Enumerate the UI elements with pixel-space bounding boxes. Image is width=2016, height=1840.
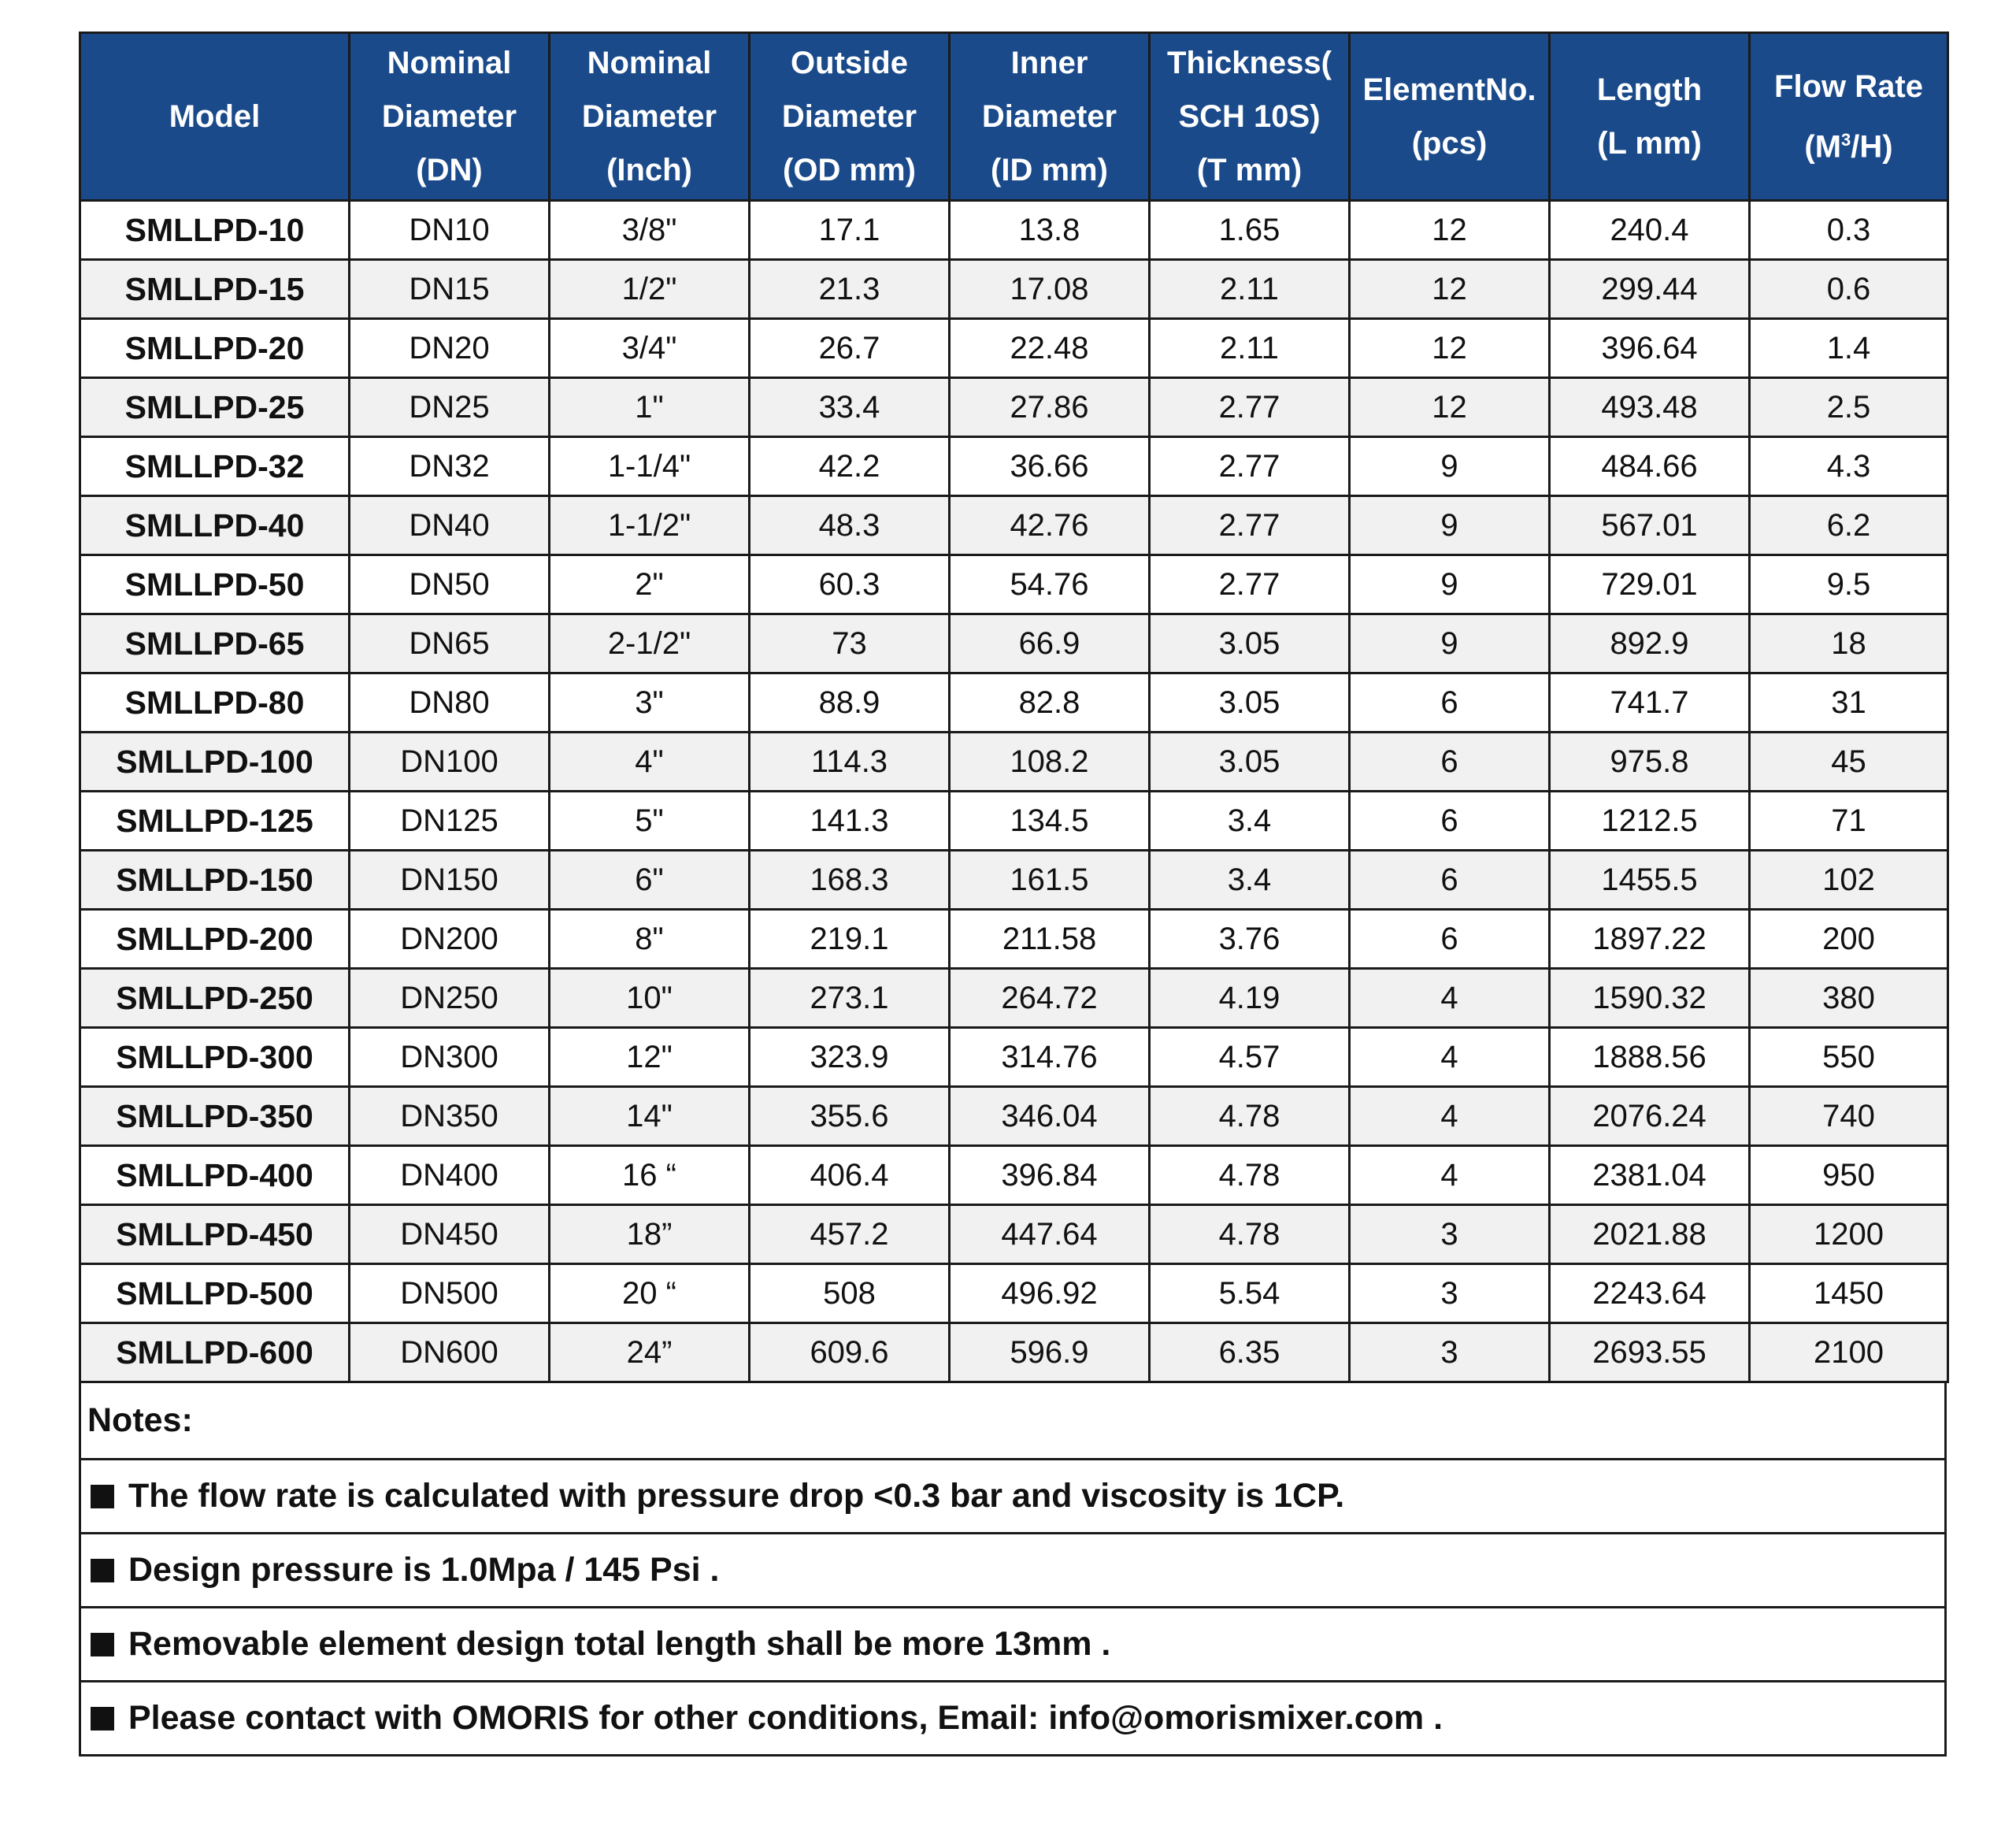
table-cell: 200 (1750, 910, 1948, 969)
table-cell: 346.04 (950, 1087, 1150, 1146)
bullet-square-icon (91, 1633, 114, 1656)
column-header-line: (Inch) (606, 153, 692, 187)
table-cell: 1450 (1750, 1264, 1948, 1323)
table-cell: 6 (1350, 733, 1550, 792)
table-cell: 567.01 (1550, 496, 1750, 555)
table-cell: 4" (550, 733, 750, 792)
table-cell: 0.3 (1750, 201, 1948, 260)
table-cell: DN600 (350, 1323, 550, 1382)
column-header-line: Thickness( (1167, 46, 1332, 80)
model-cell: SMLLPD-25 (80, 378, 350, 437)
model-cell: SMLLPD-40 (80, 496, 350, 555)
table-row (80, 1205, 1948, 1264)
column-header-line: (L mm) (1597, 126, 1702, 161)
table-cell: 741.7 (1550, 673, 1750, 733)
table-cell: 2.11 (1150, 260, 1350, 319)
table-cell: 4.19 (1150, 969, 1350, 1028)
table-cell: 12 (1350, 319, 1550, 378)
table-cell: 73 (750, 614, 950, 673)
notes-title-text: Notes: (87, 1401, 193, 1439)
bullet-square-icon (91, 1707, 114, 1731)
table-cell: 45 (1750, 733, 1948, 792)
table-row (80, 673, 1948, 733)
table-cell: 3.76 (1150, 910, 1350, 969)
table-cell: 3.05 (1150, 673, 1350, 733)
table-cell: 380 (1750, 969, 1948, 1028)
column-header (350, 33, 550, 201)
unit-prefix: (M (1804, 129, 1842, 165)
table-cell: DN32 (350, 437, 550, 496)
table-cell: 66.9 (950, 614, 1150, 673)
table-cell: 18” (550, 1205, 750, 1264)
table-cell: 219.1 (750, 910, 950, 969)
table-cell: DN400 (350, 1146, 550, 1205)
table-row (80, 260, 1948, 319)
table-row (80, 969, 1948, 1028)
table-cell: DN125 (350, 792, 550, 851)
table-row (80, 614, 1948, 673)
table-cell: 9 (1350, 496, 1550, 555)
note-item (81, 1682, 1944, 1757)
table-row (80, 910, 1948, 969)
table-cell: 3 (1350, 1205, 1550, 1264)
table-cell: 1455.5 (1550, 851, 1750, 910)
table-cell: 4.78 (1150, 1146, 1350, 1205)
table-cell: 550 (1750, 1028, 1948, 1087)
table-cell: 2.77 (1150, 496, 1350, 555)
column-header (1350, 33, 1550, 201)
column-header-line: Inner (1010, 46, 1088, 80)
bullet-square-icon (91, 1485, 114, 1508)
table-cell: 2.77 (1150, 437, 1350, 496)
model-cell: SMLLPD-150 (80, 851, 350, 910)
note-text: Please contact with OMORIS for other conditions, Email: info@omorismixer.com . (128, 1699, 1443, 1737)
table-cell: 1-1/4" (550, 437, 750, 496)
model-cell: SMLLPD-65 (80, 614, 350, 673)
table-cell: DN65 (350, 614, 550, 673)
table-cell: 5" (550, 792, 750, 851)
note-item (81, 1460, 1944, 1534)
table-cell: 9 (1350, 614, 1550, 673)
table-cell: 9 (1350, 555, 1550, 614)
column-header-line: (DN) (416, 153, 483, 187)
table-body (80, 201, 1948, 1382)
column-header (1150, 33, 1350, 201)
note-text: Removable element design total length shall be more 13mm . (128, 1625, 1111, 1663)
model-cell: SMLLPD-400 (80, 1146, 350, 1205)
table-cell: 2243.64 (1550, 1264, 1750, 1323)
model-cell: SMLLPD-10 (80, 201, 350, 260)
notes-section (79, 1383, 1947, 1757)
table-cell: 740 (1750, 1087, 1948, 1146)
model-cell: SMLLPD-125 (80, 792, 350, 851)
table-cell: 20 “ (550, 1264, 750, 1323)
column-header-line: Diameter (981, 99, 1117, 134)
table-cell: 71 (1750, 792, 1948, 851)
column-header-line: ElementNo. (1362, 72, 1536, 107)
column-header (950, 33, 1150, 201)
table-cell: 48.3 (750, 496, 950, 555)
table-cell: 36.66 (950, 437, 1150, 496)
spec-sheet (79, 32, 1947, 1757)
table-cell: 4.78 (1150, 1087, 1350, 1146)
table-cell: 12 (1350, 260, 1550, 319)
table-cell: 493.48 (1550, 378, 1750, 437)
model-cell: SMLLPD-500 (80, 1264, 350, 1323)
table-cell: 2" (550, 555, 750, 614)
model-cell: SMLLPD-32 (80, 437, 350, 496)
table-cell: DN450 (350, 1205, 550, 1264)
table-cell: 18 (1750, 614, 1948, 673)
table-cell: 1590.32 (1550, 969, 1750, 1028)
table-cell: 13.8 (950, 201, 1150, 260)
spec-table (79, 32, 1949, 1383)
table-header-row (80, 33, 1948, 201)
table-cell: 4.57 (1150, 1028, 1350, 1087)
model-cell: SMLLPD-250 (80, 969, 350, 1028)
table-cell: DN200 (350, 910, 550, 969)
table-row (80, 319, 1948, 378)
table-cell: 134.5 (950, 792, 1150, 851)
table-cell: 240.4 (1550, 201, 1750, 260)
column-header (1550, 33, 1750, 201)
table-cell: 2076.24 (1550, 1087, 1750, 1146)
table-row (80, 851, 1948, 910)
table-cell: 1.4 (1750, 319, 1948, 378)
column-header-line: Diameter (581, 99, 717, 134)
note-text: The flow rate is calculated with pressure drop <0.3 bar and viscosity is 1CP. (128, 1477, 1345, 1515)
note-text: Design pressure is 1.0Mpa / 145 Psi . (128, 1551, 720, 1589)
column-header-line: Diameter (781, 99, 917, 134)
table-cell: 33.4 (750, 378, 950, 437)
table-cell: 9.5 (1750, 555, 1948, 614)
table-cell: 2693.55 (1550, 1323, 1750, 1382)
table-cell: 42.76 (950, 496, 1150, 555)
table-cell: DN20 (350, 319, 550, 378)
column-header (550, 33, 750, 201)
notes-title (81, 1383, 1944, 1460)
table-cell: 60.3 (750, 555, 950, 614)
table-cell: 484.66 (1550, 437, 1750, 496)
table-cell: 496.92 (950, 1264, 1150, 1323)
column-header-line: Diameter (381, 99, 517, 134)
table-cell: 26.7 (750, 319, 950, 378)
table-row (80, 555, 1948, 614)
table-cell: 0.6 (1750, 260, 1948, 319)
table-cell: 892.9 (1550, 614, 1750, 673)
table-cell: 1212.5 (1550, 792, 1750, 851)
table-cell: 21.3 (750, 260, 950, 319)
bullet-square-icon (91, 1559, 114, 1582)
table-cell: 3.05 (1150, 614, 1350, 673)
table-cell: DN350 (350, 1087, 550, 1146)
table-cell: 596.9 (950, 1323, 1150, 1382)
table-cell: 10" (550, 969, 750, 1028)
table-cell: 950 (1750, 1146, 1948, 1205)
unit-superscript: 3 (1841, 129, 1851, 150)
column-header-line: Nominal (387, 46, 512, 80)
column-header (80, 33, 350, 201)
table-row (80, 1323, 1948, 1382)
table-cell: 2.11 (1150, 319, 1350, 378)
table-cell: 2100 (1750, 1323, 1948, 1382)
table-cell: 1200 (1750, 1205, 1948, 1264)
table-cell: 3 (1350, 1264, 1550, 1323)
table-cell: 3/8" (550, 201, 750, 260)
unit-suffix: /H) (1851, 129, 1893, 165)
table-cell: 16 “ (550, 1146, 750, 1205)
table-cell: 447.64 (950, 1205, 1150, 1264)
table-row (80, 1146, 1948, 1205)
table-cell: 9 (1350, 437, 1550, 496)
table-cell: 5.54 (1150, 1264, 1350, 1323)
column-header-unit (1751, 113, 1947, 173)
table-cell: 1888.56 (1550, 1028, 1750, 1087)
table-row (80, 437, 1948, 496)
table-row (80, 733, 1948, 792)
table-cell: DN10 (350, 201, 550, 260)
table-cell: 1897.22 (1550, 910, 1750, 969)
table-cell: 6 (1350, 910, 1550, 969)
table-cell: 12 (1350, 378, 1550, 437)
column-header-line: Nominal (587, 46, 712, 80)
table-cell: DN300 (350, 1028, 550, 1087)
table-cell: 168.3 (750, 851, 950, 910)
table-cell: DN15 (350, 260, 550, 319)
table-cell: DN25 (350, 378, 550, 437)
table-cell: 396.64 (1550, 319, 1750, 378)
table-row (80, 378, 1948, 437)
table-cell: 42.2 (750, 437, 950, 496)
table-cell: DN40 (350, 496, 550, 555)
table-cell: 22.48 (950, 319, 1150, 378)
table-cell: 1" (550, 378, 750, 437)
table-cell: 4 (1350, 1028, 1550, 1087)
table-cell: 1.65 (1150, 201, 1350, 260)
table-cell: 6 (1350, 673, 1550, 733)
table-cell: 3" (550, 673, 750, 733)
table-cell: 299.44 (1550, 260, 1750, 319)
table-cell: 609.6 (750, 1323, 950, 1382)
table-row (80, 1028, 1948, 1087)
table-cell: 396.84 (950, 1146, 1150, 1205)
table-cell: 17.08 (950, 260, 1150, 319)
table-cell: 975.8 (1550, 733, 1750, 792)
table-cell: 264.72 (950, 969, 1150, 1028)
table-row (80, 1087, 1948, 1146)
table-cell: 4 (1350, 1146, 1550, 1205)
column-header-line: Outside (791, 46, 908, 80)
table-cell: 4.3 (1750, 437, 1948, 496)
column-header (750, 33, 950, 201)
table-cell: 12" (550, 1028, 750, 1087)
model-cell: SMLLPD-600 (80, 1323, 350, 1382)
table-cell: 141.3 (750, 792, 950, 851)
column-header-line: (ID mm) (991, 153, 1108, 187)
column-header-line: Length (1596, 72, 1703, 107)
table-cell: 8" (550, 910, 750, 969)
column-header-line: Flow Rate (1774, 69, 1923, 104)
table-cell: 2.77 (1150, 555, 1350, 614)
table-cell: 108.2 (950, 733, 1150, 792)
table-cell: 4.78 (1150, 1205, 1350, 1264)
model-cell: SMLLPD-50 (80, 555, 350, 614)
table-cell: 4 (1350, 969, 1550, 1028)
table-cell: 161.5 (950, 851, 1150, 910)
model-cell: SMLLPD-15 (80, 260, 350, 319)
table-cell: 2381.04 (1550, 1146, 1750, 1205)
table-cell: 17.1 (750, 201, 950, 260)
note-item (81, 1534, 1944, 1608)
table-cell: DN500 (350, 1264, 550, 1323)
table-cell: 31 (1750, 673, 1948, 733)
table-cell: 6 (1350, 851, 1550, 910)
table-cell: 102 (1750, 851, 1948, 910)
column-header-line: (T mm) (1196, 153, 1303, 187)
table-row (80, 496, 1948, 555)
table-row (80, 201, 1948, 260)
table-cell: 2-1/2" (550, 614, 750, 673)
table-cell: 3/4" (550, 319, 750, 378)
table-cell: 12 (1350, 201, 1550, 260)
table-cell: 406.4 (750, 1146, 950, 1205)
table-cell: 2021.88 (1550, 1205, 1750, 1264)
table-cell: 6.35 (1150, 1323, 1350, 1382)
table-cell: 54.76 (950, 555, 1150, 614)
note-item (81, 1608, 1944, 1682)
table-row (80, 1264, 1948, 1323)
table-cell: 2.77 (1150, 378, 1350, 437)
model-cell: SMLLPD-80 (80, 673, 350, 733)
table-cell: 82.8 (950, 673, 1150, 733)
table-cell: 457.2 (750, 1205, 950, 1264)
column-header (1750, 33, 1948, 201)
table-cell: 24” (550, 1323, 750, 1382)
column-header-line: SCH 10S) (1178, 99, 1321, 134)
table-cell: 27.86 (950, 378, 1150, 437)
table-cell: 114.3 (750, 733, 950, 792)
table-cell: 2.5 (1750, 378, 1948, 437)
model-cell: SMLLPD-200 (80, 910, 350, 969)
table-cell: 355.6 (750, 1087, 950, 1146)
column-header-line: Model (169, 99, 261, 134)
table-cell: 3.4 (1150, 851, 1350, 910)
table-cell: 6.2 (1750, 496, 1948, 555)
table-cell: 211.58 (950, 910, 1150, 969)
table-cell: 4 (1350, 1087, 1550, 1146)
table-cell: 273.1 (750, 969, 950, 1028)
table-cell: 729.01 (1550, 555, 1750, 614)
table-cell: 6" (550, 851, 750, 910)
model-cell: SMLLPD-300 (80, 1028, 350, 1087)
model-cell: SMLLPD-20 (80, 319, 350, 378)
table-cell: DN150 (350, 851, 550, 910)
table-cell: 3 (1350, 1323, 1550, 1382)
column-header-line: (OD mm) (783, 153, 916, 187)
table-cell: DN50 (350, 555, 550, 614)
table-cell: 1-1/2" (550, 496, 750, 555)
table-cell: 88.9 (750, 673, 950, 733)
table-cell: 508 (750, 1264, 950, 1323)
table-cell: DN80 (350, 673, 550, 733)
table-cell: DN250 (350, 969, 550, 1028)
table-cell: 1/2" (550, 260, 750, 319)
model-cell: SMLLPD-100 (80, 733, 350, 792)
model-cell: SMLLPD-350 (80, 1087, 350, 1146)
model-cell: SMLLPD-450 (80, 1205, 350, 1264)
table-cell: 3.05 (1150, 733, 1350, 792)
table-cell: 3.4 (1150, 792, 1350, 851)
table-cell: 6 (1350, 792, 1550, 851)
table-cell: 323.9 (750, 1028, 950, 1087)
column-header-line: (pcs) (1411, 126, 1488, 161)
table-row (80, 792, 1948, 851)
table-cell: 14" (550, 1087, 750, 1146)
table-cell: DN100 (350, 733, 550, 792)
table-cell: 314.76 (950, 1028, 1150, 1087)
